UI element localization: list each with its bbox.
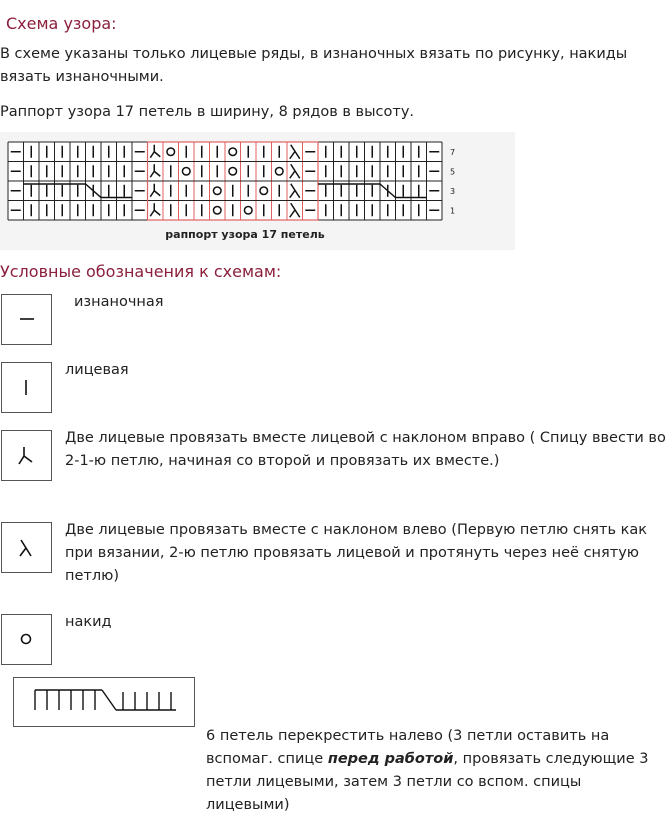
purl-symbol-box (1, 294, 52, 345)
knit-symbol-icon (2, 363, 51, 412)
cable-label-part2: , провязать следующие 3 петли лицевыми, затем 3 петли со вспом. спицы лицевыми) (206, 751, 649, 813)
cable-label (206, 725, 656, 817)
k2tog-left-label: Две лицевые провязать вместе с наклоном влево (Первую петлю снять как при вязании, 2-ю петлю провязать лицевой и протянуть через неё снятую петлю) (65, 522, 648, 584)
k2tog-right-symbol-box (1, 430, 52, 481)
pattern-heading: Схема узора: (6, 14, 117, 33)
yarn-over-label: накид (65, 614, 112, 630)
yarn-over-symbol-icon (2, 615, 51, 664)
k2tog-right-symbol-icon (2, 431, 51, 480)
chart-row-number: 5 (450, 167, 456, 177)
pattern-chart (0, 132, 515, 250)
knit-label: лицевая (65, 362, 129, 378)
rapport-text: Раппорт узора 17 петель в ширину, 8 рядов в высоту. (0, 104, 415, 120)
k2tog-right-label: Две лицевые провязать вместе лицевой с наклоном вправо ( Спицу ввести во 2-1-ю петлю, начиная со второй и провязать их вместе.) (65, 430, 666, 469)
cable-label-part1: 6 петель перекрестить налево (3 петли оставить на вспомаг. спице (206, 728, 610, 767)
chart-row-number: 1 (450, 206, 456, 216)
k2tog-left-symbol-icon (2, 523, 51, 572)
yarn-over-symbol-box (1, 614, 52, 665)
cable-label-emphasis: перед работой (327, 751, 454, 767)
purl-symbol-icon (2, 295, 51, 344)
chart-row-number: 7 (450, 147, 456, 157)
knit-symbol-box (1, 362, 52, 413)
purl-label: изнаночная (74, 294, 164, 310)
cable-symbol-box (13, 677, 195, 727)
intro-text: В схеме указаны только лицевые ряды, в изнаночных вязать по рисунку, накиды вязать изнаночными. (0, 46, 628, 85)
chart-caption: раппорт узора 17 петель (165, 228, 325, 241)
legend-heading: Условные обозначения к схемам: (0, 262, 282, 281)
cable-cross-left-icon (14, 678, 194, 726)
chart-row-number: 3 (450, 186, 456, 196)
k2tog-left-symbol-box (1, 522, 52, 573)
